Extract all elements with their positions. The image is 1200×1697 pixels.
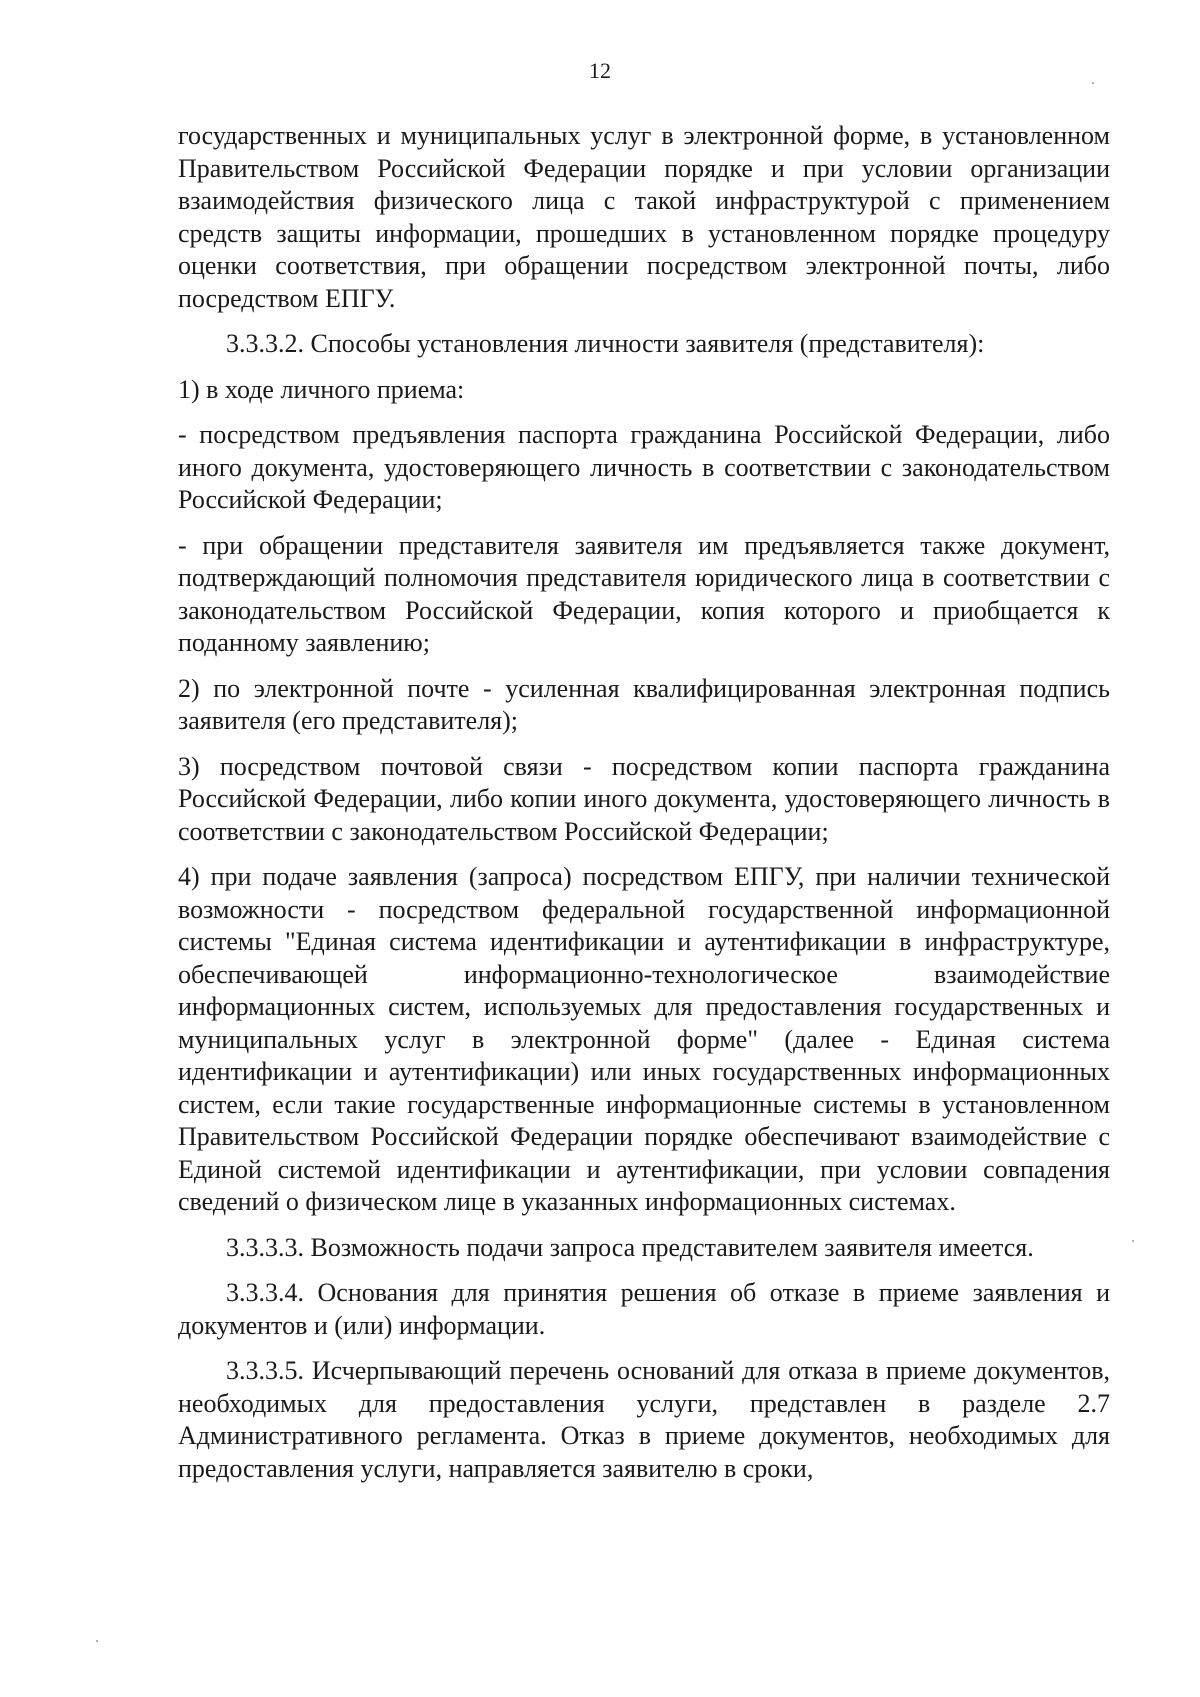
scan-speck bbox=[96, 1640, 98, 1642]
paragraph: 3.3.3.2. Способы установления личности заявителя (представителя): bbox=[226, 329, 985, 358]
paragraph: 3.3.3.5. Исчерпывающий перечень оснований для отказа в приеме документов, необходимых для предоставления услуги, представлен в разделе 2.7 Административного регламента. Отказ в приеме документов, необходимых для предоставления услуги, направляется заявителю в сроки, bbox=[178, 1356, 1110, 1483]
scan-speck bbox=[1092, 82, 1094, 84]
scan-speck bbox=[1132, 1240, 1134, 1242]
paragraph: 2) по электронной почте - усиленная квалифицированная электронная подпись заявителя (его представителя); bbox=[178, 673, 1110, 735]
page-number: 12 bbox=[589, 58, 611, 83]
paragraph: - при обращении представителя заявителя им предъявляется также документ, подтверждающий полномочия представителя юридического лица в соответствии с законодательством Российской Федерации, копия которого и приобщается к поданному заявлению; bbox=[178, 530, 1110, 657]
paragraph: 3) посредством почтовой связи - посредством копии паспорта гражданина Российской Федерации, либо копии иного документа, удостоверяющего личность в соответствии с законодательством Российской Федерации; bbox=[178, 751, 1110, 846]
paragraph: государственных и муниципальных услуг в электронной форме, в установленном Правительством Российской Федерации порядке и при условии организации взаимодействия физического лица с такой инфраструктурой с применением средств защиты информации, прошедших в установленном порядке процедуру оценки соответствия, при обращении посредством электронной почты, либо посредством ЕПГУ. bbox=[178, 121, 1110, 313]
paragraph: 3.3.3.3. Возможность подачи запроса представителем заявителя имеется. bbox=[226, 1232, 1034, 1262]
document-body bbox=[178, 120, 1110, 1498]
paragraph: 3.3.3.4. Основания для принятия решения об отказе в приеме заявления и документов и (или) информации. bbox=[178, 1278, 1110, 1340]
paragraph: 4) при подаче заявления (запроса) посредством ЕПГУ, при наличии технической возможности - посредством федеральной государственной информационной системы "Единая система идентификации и аутентификации в инфраструктуре, обеспечивающей информационно-технологическое взаимодействие информационных систем, используемых для предоставления государственных и муниципальных услуг в электронной форме" (далее - Единая система идентификации и аутентификации) или иных государственных информационных систем, если такие государственные информационные системы в установленном Правительством Российской Федерации порядке обеспечивают взаимодействие с Единой системой идентификации и аутентификации, при условии совпадения сведений о физическом лице в указанных информационных системах. bbox=[178, 862, 1110, 1216]
paragraph: - посредством предъявления паспорта гражданина Российской Федерации, либо иного документа, удостоверяющего личность в соответствии с законодательством Российской Федерации; bbox=[178, 420, 1110, 514]
paragraph: 1) в ходе личного приема: bbox=[178, 374, 465, 404]
